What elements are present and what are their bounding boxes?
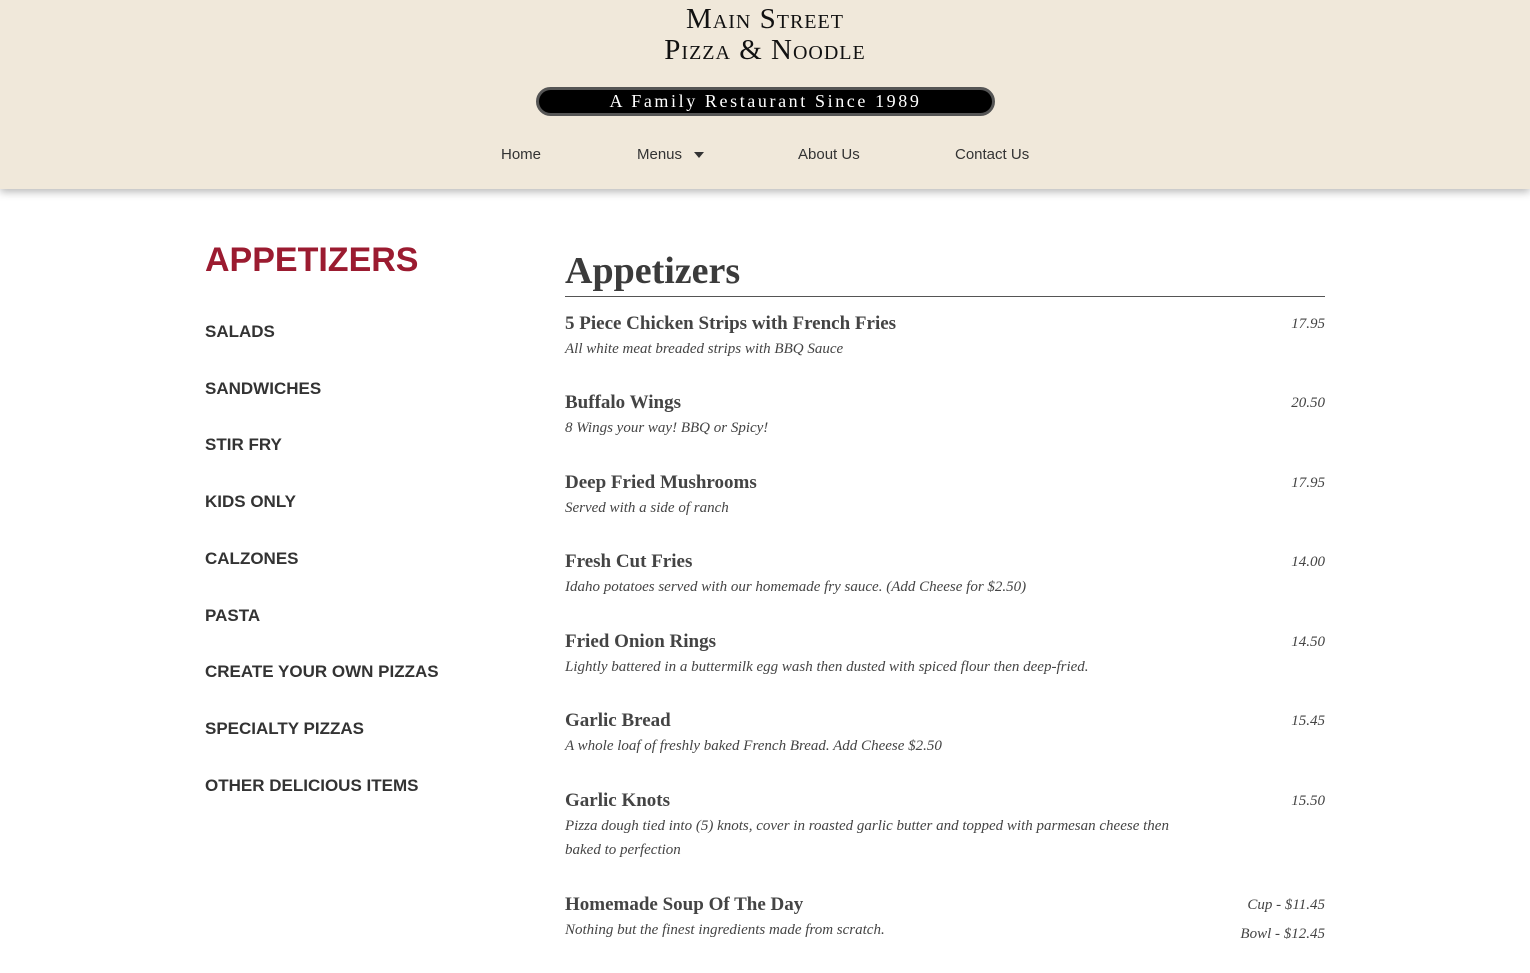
item-price: 14.00 [1291, 554, 1325, 570]
item-price-cup: Cup - $11.45 [1247, 897, 1325, 913]
category-link-kids-only[interactable]: KIDS ONLY [205, 492, 297, 511]
category-link-pasta[interactable]: PASTA [205, 606, 261, 625]
title-divider [565, 296, 1325, 297]
item-description: Lightly battered in a buttermilk egg wash then dusted with spiced flour then deep-fried. [565, 659, 1089, 675]
nav-contact-us[interactable]: Contact Us [955, 146, 1030, 163]
logo-line-2: Pizza & Noodle [664, 34, 866, 66]
logo-line-1: Main Street [686, 3, 844, 35]
item-price: 15.50 [1291, 793, 1325, 809]
category-link-salads[interactable]: SALADS [205, 322, 275, 341]
item-name: Fried Onion Rings [565, 631, 716, 652]
item-price: 15.45 [1291, 713, 1325, 729]
item-name: Deep Fried Mushrooms [565, 472, 757, 493]
nav-about-us[interactable]: About Us [798, 146, 860, 163]
item-description: All white meat breaded strips with BBQ Sauce [565, 341, 844, 357]
item-description: Served with a side of ranch [565, 500, 729, 516]
item-description: Pizza dough tied into (5) knots, cover in roasted garlic butter and topped with parmesan cheese then baked to perfection [565, 818, 1169, 858]
nav-menus[interactable] [637, 145, 704, 165]
item-price: 17.95 [1291, 475, 1325, 491]
item-price: 17.95 [1291, 316, 1325, 332]
site-logo[interactable] [0, 4, 1530, 66]
item-name: Buffalo Wings [565, 392, 681, 413]
category-link-stir-fry[interactable]: STIR FRY [205, 435, 282, 454]
category-link-create-your-own-pizzas[interactable]: CREATE YOUR OWN PIZZAS [205, 662, 439, 681]
category-link-other-delicious-items[interactable]: OTHER DELICIOUS ITEMS [205, 776, 419, 795]
item-price-bowl: Bowl - $12.45 [1240, 926, 1325, 942]
item-name: Garlic Bread [565, 710, 671, 731]
item-description: Idaho potatoes served with our homemade fry sauce. (Add Cheese for $2.50) [565, 579, 1027, 595]
nav-home[interactable]: Home [501, 146, 542, 163]
active-category-heading[interactable]: APPETIZERS [205, 241, 419, 279]
item-name: Fresh Cut Fries [565, 551, 693, 572]
nav-menus-label: Menus [637, 146, 683, 163]
category-link-sandwiches[interactable]: SANDWICHES [205, 379, 322, 398]
item-description: Nothing but the finest ingredients made from scratch. [565, 922, 885, 938]
item-name: Homemade Soup Of The Day [565, 894, 804, 915]
item-price: 20.50 [1291, 395, 1325, 411]
item-name: 5 Piece Chicken Strips with French Fries [565, 313, 897, 334]
caret-down-icon [694, 152, 704, 158]
menu-title: Appetizers [565, 250, 741, 292]
item-description: 8 Wings your way! BBQ or Spicy! [565, 420, 769, 436]
site-header [0, 0, 1530, 189]
item-description: A whole loaf of freshly baked French Bread. Add Cheese $2.50 [565, 738, 942, 754]
category-link-calzones[interactable]: CALZONES [205, 549, 299, 568]
item-name: Garlic Knots [565, 790, 671, 811]
tagline-banner: A Family Restaurant Since 1989 [536, 87, 995, 116]
category-link-specialty-pizzas[interactable]: SPECIALTY PIZZAS [205, 719, 365, 738]
item-price: 14.50 [1291, 634, 1325, 650]
